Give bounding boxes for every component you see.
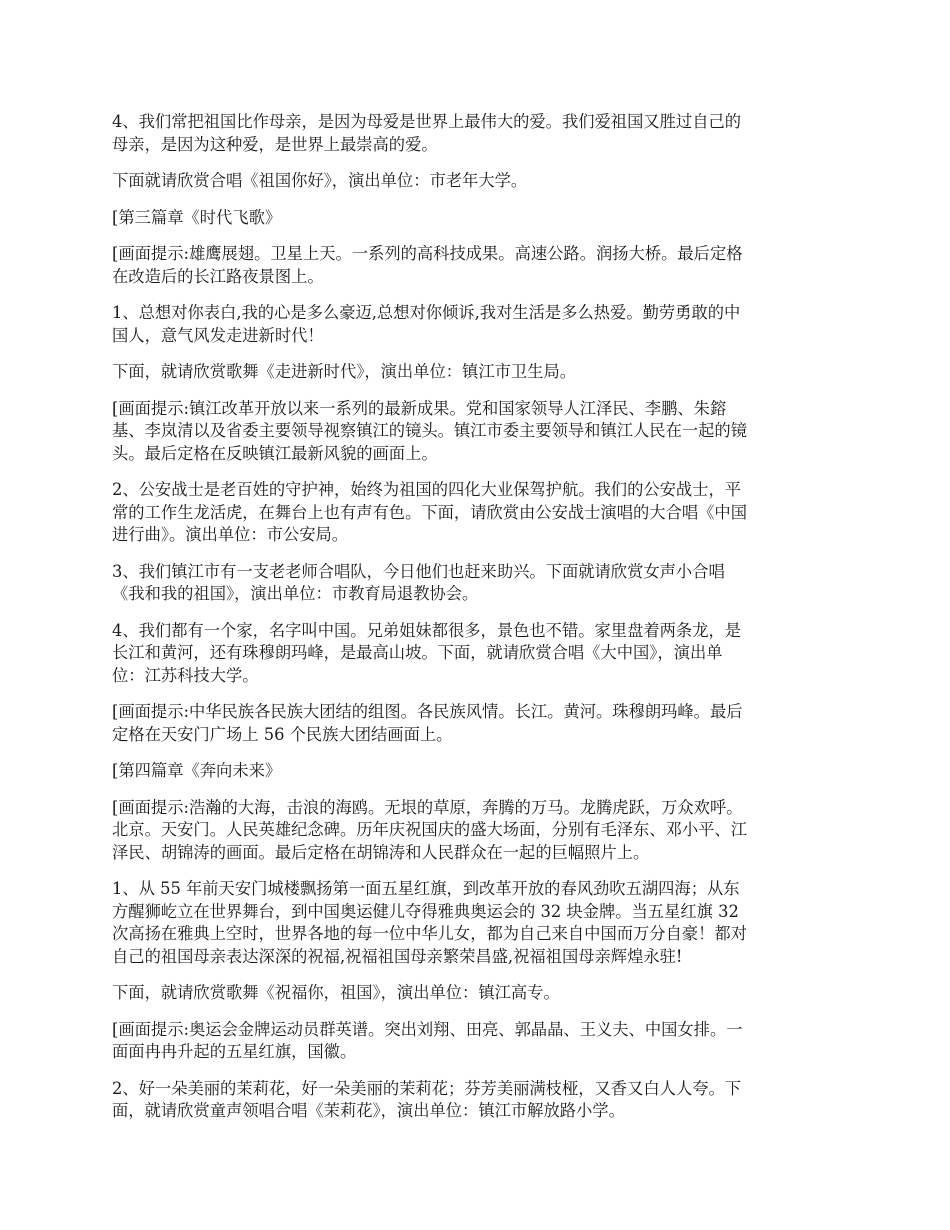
paragraph: 4、我们常把祖国比作母亲，是因为母爱是世界上最伟大的爱。我们爱祖国又胜过自己的 母亲，是因为这种爱，是世界上最崇高的爱。 xyxy=(112,112,742,154)
paragraph: 下面，就请欣赏歌舞《走进新时代》，演出单位：镇江市卫生局。 xyxy=(112,362,577,381)
paragraph: 下面就请欣赏合唱《祖国你好》，演出单位：市老年大学。 xyxy=(112,171,528,190)
paragraph: [画面提示:中华民族各民族大团结的组图。各民族风情。长江。黄河。珠穆朗玛峰。最后 定格在天安门广场上 56 个民族大团结画面上。 xyxy=(112,702,743,744)
paragraph: 3、我们镇江市有一支老老师合唱队，今日他们也赶来助兴。下面就请欣赏女声小合唱 《我和我的祖国》，演出单位：市教育局退教协会。 xyxy=(112,561,725,603)
section-heading: [第四篇章《奔向未来》 xyxy=(112,761,282,780)
paragraph: 1、从 55 年前天安门城楼飘扬第一面五星红旗，到改革开放的春风劲吹五湖四海；从东 方醒狮屹立在世界舞台，到中国奥运健儿夺得雅典奥运会的 32 块金牌。当五星红旗 32 次高扬在雅典上空时，世界各地的每一位中华儿女，都为自己来自中国而万分自豪！都对 自己的祖国母亲表达深深的祝福,祝福祖国母亲繁荣昌盛,祝福祖国母亲辉煌永驻! xyxy=(112,879,747,966)
paragraph: [画面提示:镇江改革开放以来一系列的最新成果。党和国家领导人江泽民、李鹏、朱鎔 基、李岚清以及省委主要领导视察镇江的镜头。镇江市委主要领导和镇江人民在一起的镜 头。最后定格在反映镇江最新风貌的画面上。 xyxy=(112,398,747,463)
paragraph: [画面提示:浩瀚的大海，击浪的海鸥。无垠的草原，奔腾的万马。龙腾虎跃，万众欢呼。 北京。天安门。人民英雄纪念碑。历年庆祝国庆的盛大场面，分别有毛泽东、邓小平、江 泽民、胡锦涛的画面。最后定格在胡锦涛和人民群众在一起的巨幅照片上。 xyxy=(112,797,747,862)
paragraph: [画面提示:奥运会金牌运动员群英谱。突出刘翔、田亮、郭晶晶、王义夫、中国女排。一 面面冉冉升起的五星红旗，国徽。 xyxy=(112,1019,743,1061)
paragraph: 2、好一朵美丽的茉莉花，好一朵美丽的茉莉花；芬芳美丽满枝桠，又香又白人人夸。下 面，就请欣赏童声领唱合唱《茉莉花》，演出单位：镇江市解放路小学。 xyxy=(112,1078,742,1120)
paragraph: 4、我们都有一个家，名字叫中国。兄弟姐妹都很多，景色也不错。家里盘着两条龙，是 长江和黄河，还有珠穆朗玛峰，是最高山坡。下面，就请欣赏合唱《大中国》，演出单 位：江苏科技大学。 xyxy=(112,620,742,685)
paragraph: [画面提示:雄鹰展翅。卫星上天。一系列的高科技成果。高速公路。润扬大桥。最后定格 在改造后的长江路夜景图上。 xyxy=(112,244,743,286)
paragraph: 下面，就请欣赏歌舞《祝福你，祖国》，演出单位：镇江高专。 xyxy=(112,983,560,1002)
paragraph: 2、公安战士是老百姓的守护神，始终为祖国的四化大业保驾护航。我们的公安战士，平 常的工作生龙活虎，在舞台上也有声有色。下面，请欣赏由公安战士演唱的大合唱《中国 进行曲》。演出单位：市公安局。 xyxy=(112,480,747,544)
paragraph: 1、总想对你表白,我的心是多么豪迈,总想对你倾诉,我对生活是多么热爱。勤劳勇敢的中 国人，意气风发走进新时代！ xyxy=(112,303,741,345)
section-heading: [第三篇章《时代飞歌》 xyxy=(112,207,282,227)
document-page xyxy=(112,111,840,1137)
